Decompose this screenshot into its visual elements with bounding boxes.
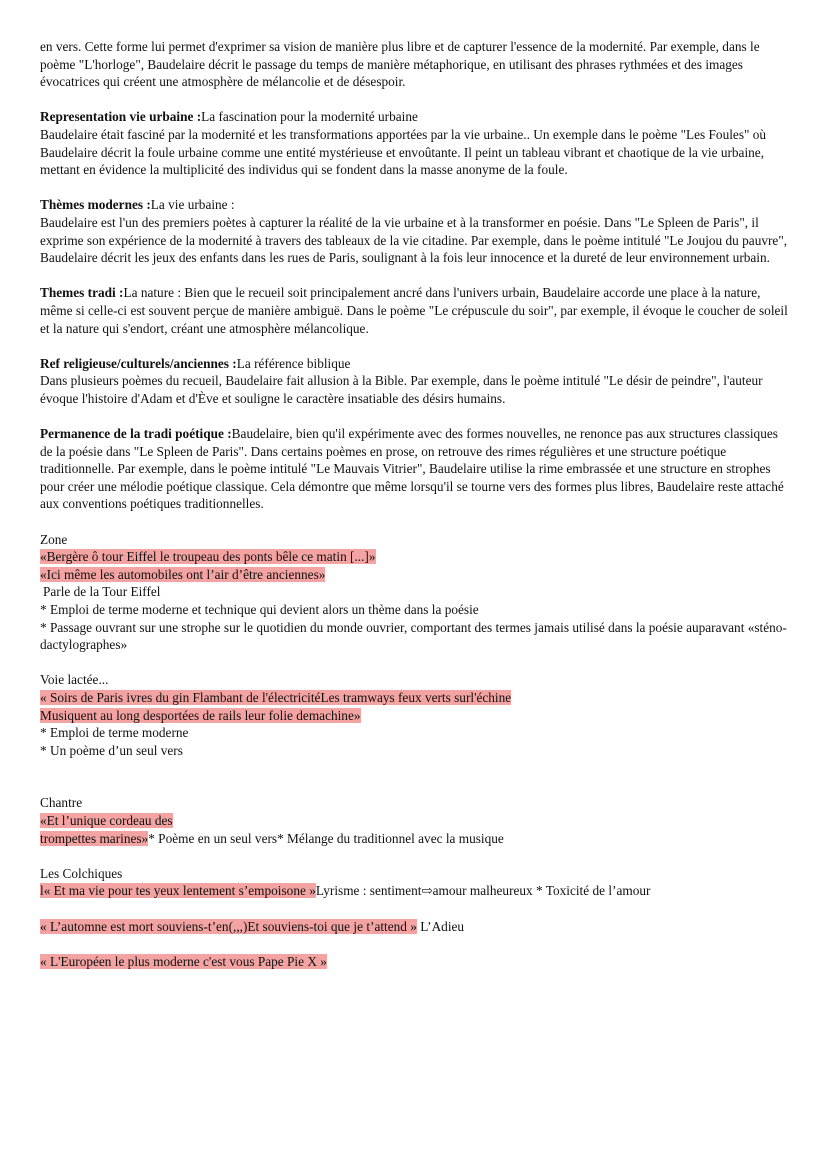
zone-note: Parle de la Tour Eiffel <box>43 584 161 600</box>
section-religious-references <box>40 355 792 373</box>
section-body: Baudelaire est l'un des premiers poètes à capturer la réalité de la vie urbaine et à la transformer en poésie. Dans "Le Spleen de Paris", il exprime son expérience de la modernité à travers des tableaux de la vie citadine. Par exemple, dans le poème intitulé "Le Joujou du pauvre", Baudelaire décrit les jeux des enfants dans les rues de Paris, soulignant à la fois leur innocence et la dureté de leur environnement urbain. <box>40 214 788 266</box>
section-inline-body: La nature : Bien que le recueil soit principalement ancré dans l'univers urbain, Baudelaire accorde une place à la nature, même si celle-ci est souvent perçue de manière ambiguë. Dans le poème "Le crépuscule du soir", par exemple, il évoque le coucher de soleil et la nature qui s'endort, créant une atmosphère mélancolique. <box>40 285 788 336</box>
voie-lactee-title: Voie lactée... <box>40 672 109 688</box>
zone-title: Zone <box>40 531 68 547</box>
section-heading: Permanence de la tradi poétique : <box>40 426 232 442</box>
intro-paragraph: en vers. Cette forme lui permet d'exprimer sa vision de manière plus libre et de capturer l'essence de la modernité. Par exemple, dans le poème "L'horloge", Baudelaire décrit le passage du temps de manière métaphorique, en utilisant des phrases rythmées et des images évocatrices qui créent une atmosphère de mélancolie et de désespoir. <box>40 39 760 90</box>
chantre-note: * Poème en un seul vers* Mélange du traditionnel avec la musique <box>148 830 504 846</box>
section-heading: Themes tradi : <box>40 285 124 301</box>
colchiques-title: Les Colchiques <box>40 865 123 881</box>
section-urban-representation <box>40 108 792 126</box>
section-traditional-themes <box>40 284 792 337</box>
adieu-note: L’Adieu <box>416 918 465 934</box>
colchiques-quote-highlight: l« Et ma vie pour tes yeux lentement s’empoisone » <box>40 883 316 899</box>
section-body: Baudelaire était fasciné par la modernité et les transformations apportées par la vie urbaine.. Un exemple dans le poème "Les Foules" où Baudelaire décrit la foule urbaine comme une entité mystérieuse et envoûtante. Il peint un tableau vibrant et chaotique de la vie urbaine, mettant en évidence la multiplicité des individus qui se fondent dans la masse anonyme de la foule. <box>40 126 767 178</box>
zone-bullet: * Emploi de terme moderne et technique qui devient alors un thème dans la poésie <box>40 602 479 617</box>
chantre-quote-highlight: «Et l’unique cordeau des <box>40 812 173 828</box>
voie-lactee-quote-highlight: Musiquent au long desportées de rails leur folie demachine» <box>40 707 361 723</box>
voie-lactee-bullet: * Un poème d’un seul vers <box>40 742 183 758</box>
section-subtitle: La vie urbaine : <box>150 197 235 213</box>
section-body: Dans plusieurs poèmes du recueil, Baudelaire fait allusion à la Bible. Par exemple, dans le poème intitulé "Le désir de peindre", l'auteur évoque l'histoire d'Adam et d'Ève et souligne le caractère insatiable des désirs humains. <box>40 373 763 406</box>
section-subtitle: La fascination pour la modernité urbaine <box>201 109 418 125</box>
voie-lactee-bullet: * Emploi de terme moderne <box>40 725 189 741</box>
colchiques-note: Lyrisme : sentiment <box>315 883 422 899</box>
section-poetic-tradition <box>40 425 792 513</box>
colchiques-note: amour malheureux * Toxicité de l’amour <box>432 883 651 899</box>
section-subtitle: La référence biblique <box>236 355 351 371</box>
section-heading: Thèmes modernes : <box>40 197 151 213</box>
section-inline-body: Baudelaire, bien qu'il expérimente avec des formes nouvelles, ne renonce pas aux structures classiques de la poésie dans "Le Spleen de Paris". Dans certains poèmes en prose, on retrouve des rimes régulières et une structure poétique traditionnelle. Par exemple, dans le poème intitulé "Le Mauvais Vitrier", Baudelaire utilise la rime embrassée et une structure en strophes pour créer une mélodie poétique classique. Cela démontre que même lorsqu'il se tourne vers des formes plus libres, Baudelaire reste attaché aux conventions poétiques traditionnelles. <box>40 426 784 512</box>
zone-bullet: * Passage ouvrant sur une strophe sur le quotidien du monde ouvrier, comportant des termes jamais utilisé dans la poésie auparavant «sténo-dactylographes» <box>40 619 787 653</box>
europeen-quote-highlight: « L'Européen le plus moderne c'est vous Pape Pie X » <box>40 953 327 969</box>
document-page <box>40 38 792 970</box>
zone-quote-highlight: «Ici même les automobiles ont l’air d’être anciennes» <box>40 566 326 582</box>
zone-quote-highlight: «Bergère ô tour Eiffel le troupeau des ponts bêle ce matin [...]» <box>40 549 376 565</box>
section-modern-themes <box>40 196 792 214</box>
arrow-right-icon: ⇨ <box>421 883 433 899</box>
section-heading: Representation vie urbaine : <box>40 109 202 125</box>
chantre-quote-highlight: trompettes marines» <box>40 830 149 846</box>
adieu-quote-highlight: « L’automne est mort souviens-t’en(,,,)Et souviens-toi que je t’attend » <box>40 918 417 934</box>
section-heading: Ref religieuse/culturels/anciennes : <box>40 355 237 371</box>
chantre-title: Chantre <box>40 795 83 811</box>
voie-lactee-quote-highlight: « Soirs de Paris ivres du gin Flambant de l'électricitéLes tramways feux verts surl'échine <box>40 689 512 705</box>
